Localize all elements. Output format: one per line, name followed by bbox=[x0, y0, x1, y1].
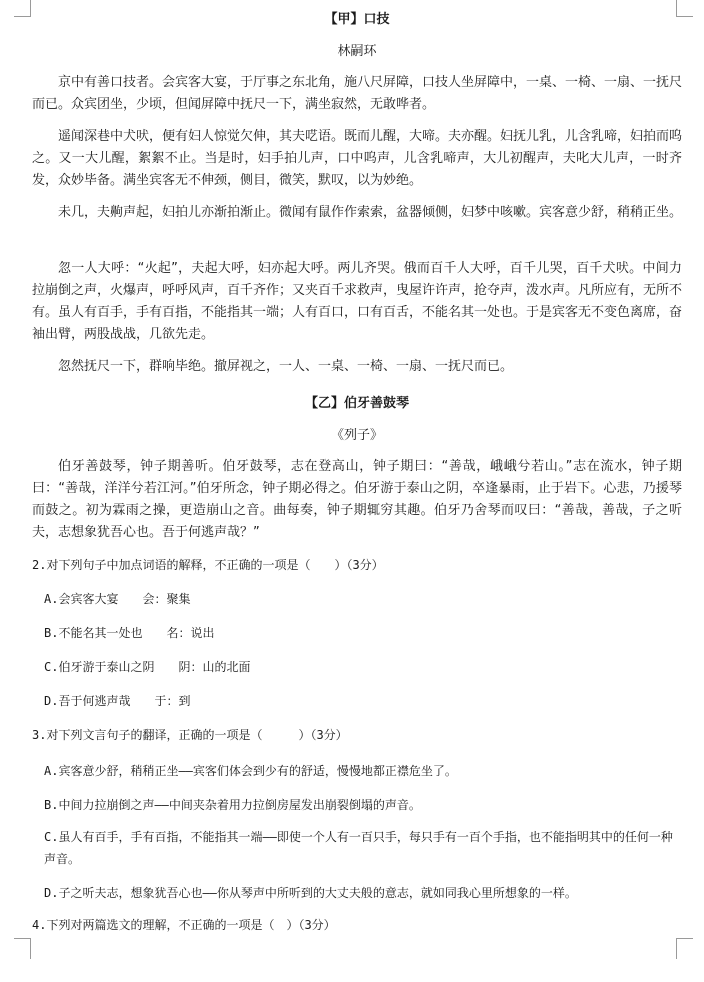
passage-a-paragraph-1: 京中有善口技者。会宾客大宴，于厅事之东北角，施八尺屏障，口技人坐屏障中，一桌、一椅、一扇、一抚尺而已。众宾团坐，少顷，但闻屏障中抚尺一下，满坐寂然，无敢哗者。 bbox=[32, 75, 683, 112]
passage-a-paragraph-2: 遥闻深巷中犬吠，便有妇人惊觉欠伸，其夫呓语。既而儿醒，大啼。夫亦醒。妇抚儿乳，儿含乳啼，妇拍而呜之。又一大儿醒，絮絮不止。当是时，妇手拍儿声，口中呜声，儿含乳啼声，大儿初醒声，夫叱大儿声，一时齐发，众妙毕备。满坐宾客无不伸颈，侧目，微笑，默叹，以为妙绝。 bbox=[32, 129, 683, 188]
question-3-stem: 3.对下列文言句子的翻译，正确的一项是（ ）（3分） bbox=[32, 728, 348, 742]
question-2-stem: 2.对下列句子中加点词语的解释，不正确的一项是（ ）（3分） bbox=[32, 558, 384, 572]
question-2-option-a: A.会宾客大宴 会：聚集 bbox=[44, 592, 191, 606]
question-4-stem: 4.下列对两篇选文的理解，不正确的一项是（ ）（3分） bbox=[32, 918, 336, 932]
question-2-option-d: D.吾于何逃声哉 于：到 bbox=[44, 694, 191, 708]
page-corner-mark-bottom-right bbox=[676, 938, 693, 959]
passage-b-title: 【乙】伯牙善鼓琴 bbox=[304, 396, 409, 411]
page-corner-mark-top-left bbox=[14, 0, 31, 17]
question-2-option-b: B.不能名其一处也 名：说出 bbox=[44, 626, 215, 640]
page-corner-mark-bottom-left bbox=[14, 938, 31, 959]
passage-b-paragraph-1: 伯牙善鼓琴，钟子期善听。伯牙鼓琴，志在登高山，钟子期曰：“善哉，峨峨兮若山。”志在流水，钟子期曰：“善哉，洋洋兮若江河。”伯牙所念，钟子期必得之。伯牙游于泰山之阴，卒逢暴雨，止于岩下。心悲，乃援琴而鼓之。初为霖雨之操，更造崩山之音。曲每奏，钟子期辄穷其趣。伯牙乃舍琴而叹曰：“善哉，善哉，子之听夫，志想象犹吾心也。吾于何逃声哉？” bbox=[32, 459, 682, 540]
question-3-option-a: A.宾客意少舒，稍稍正坐——宾客们体会到少有的舒适，慢慢地都正襟危坐了。 bbox=[44, 764, 457, 778]
question-2-option-c: C.伯牙游于泰山之阴 阴：山的北面 bbox=[44, 660, 251, 674]
passage-b-author: 《列子》 bbox=[330, 428, 383, 443]
question-3-option-c: C.虽人有百手，手有百指，不能指其一端——即使一个人有一百只手，每只手有一百个手指，也不能指明其中的任何一种声音。 bbox=[44, 830, 673, 866]
question-3-option-d: D.子之听夫志，想象犹吾心也——你从琴声中所听到的大丈夫般的意志，就如同我心里所想象的一样。 bbox=[44, 886, 577, 900]
passage-a-paragraph-4: 忽一人大呼：“火起”，夫起大呼，妇亦起大呼。两儿齐哭。俄而百千人大呼，百千儿哭，百千犬吠。中间力拉崩倒之声，火爆声，呼呼风声，百千齐作；又夹百千求救声，曳屋许许声，抢夺声，泼水声。凡所应有，无所不有。虽人有百手，手有百指，不能指其一端；人有百口，口有百舌，不能名其一处也。于是宾客无不变色离席，奋袖出臂，两股战战，几欲先走。 bbox=[32, 261, 683, 342]
passage-a-paragraph-3: 未几，夫齁声起，妇拍儿亦渐拍渐止。微闻有鼠作作索索，盆器倾侧，妇梦中咳嗽。宾客意少舒，稍稍正坐。 bbox=[58, 205, 683, 220]
passage-a-title: 【甲】口技 bbox=[324, 12, 390, 27]
passage-a-paragraph-5: 忽然抚尺一下，群响毕绝。撤屏视之，一人、一桌、一椅、一扇、一抚尺而已。 bbox=[58, 359, 514, 374]
question-3-option-b: B.中间力拉崩倒之声——中间夹杂着用力拉倒房屋发出崩裂倒塌的声音。 bbox=[44, 798, 421, 812]
passage-a-author: 林嗣环 bbox=[337, 44, 377, 59]
